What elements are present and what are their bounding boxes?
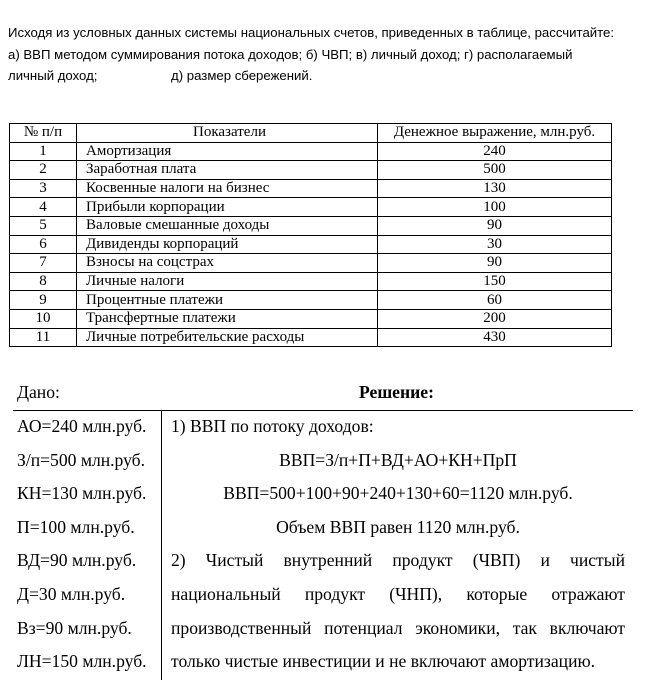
solution-text-line: только чистые инвестиции и не включают амортизацию. <box>171 651 596 672</box>
solution-row <box>13 613 633 647</box>
given-item: КН=130 млн.руб. <box>17 483 147 504</box>
cell-indicator: Валовые смешанные доходы <box>77 216 378 235</box>
table-row <box>10 198 612 217</box>
task-line-1: Исходя из условных данных системы национальных счетов, приведенных в таблице, рассчитайте: <box>8 25 615 40</box>
table-row <box>10 235 612 254</box>
solution-row <box>13 545 633 579</box>
cell-indicator: Личные налоги <box>77 272 378 291</box>
given-item: Д=30 млн.руб. <box>17 583 126 604</box>
given-item: ЛН=150 млн.руб. <box>17 651 147 672</box>
cell-number: 9 <box>10 291 77 310</box>
task-statement <box>8 22 653 87</box>
cell-number: 3 <box>10 179 77 198</box>
solution-header <box>13 376 633 411</box>
solution-formula: ВВП=З/п+П+ВД+АО+КН+ПрП <box>279 449 517 470</box>
cell-value: 90 <box>378 216 612 235</box>
cell-value: 240 <box>378 142 612 161</box>
cell-value: 60 <box>378 291 612 310</box>
solution-step: 1) ВВП по потоку доходов: <box>171 416 374 436</box>
task-line-3-part-a: личный доход; <box>8 68 98 83</box>
cell-indicator: Взносы на соцстрах <box>77 254 378 273</box>
header-indicator: Показатели <box>77 124 378 143</box>
table-row <box>10 254 612 273</box>
table-header-row <box>10 124 612 143</box>
solution-row <box>13 445 633 479</box>
task-line-3 <box>8 65 653 87</box>
indicators-table <box>9 123 612 347</box>
solution-row <box>13 512 633 546</box>
task-line-2: а) ВВП методом суммирования потока доходов; б) ЧВП; в) личный доход; г) располагаемый <box>8 46 573 62</box>
table-row <box>10 309 612 328</box>
solution-text-line: национальный продукт (ЧНП), которые отражают <box>171 583 625 604</box>
solution-row <box>13 646 633 680</box>
cell-value: 30 <box>378 235 612 254</box>
cell-number: 6 <box>10 235 77 254</box>
given-item: Вз=90 млн.руб. <box>17 617 132 638</box>
cell-number: 10 <box>10 309 77 328</box>
table-row <box>10 179 612 198</box>
solution-row <box>13 579 633 613</box>
cell-indicator: Процентные платежи <box>77 291 378 310</box>
cell-value: 200 <box>378 309 612 328</box>
table-row <box>10 291 612 310</box>
cell-indicator: Амортизация <box>77 142 378 161</box>
given-item: П=100 млн.руб. <box>17 516 135 537</box>
table-row <box>10 161 612 180</box>
table-row <box>10 328 612 347</box>
cell-value: 500 <box>378 161 612 180</box>
cell-number: 2 <box>10 161 77 180</box>
cell-indicator: Косвенные налоги на бизнес <box>77 179 378 198</box>
table-row <box>10 272 612 291</box>
cell-number: 11 <box>10 328 77 347</box>
given-item: ВД=90 млн.руб. <box>17 550 137 571</box>
header-number: № п/п <box>10 124 77 143</box>
solution-text-line: производственный потенциал экономики, так включают <box>171 617 625 638</box>
cell-value: 130 <box>378 179 612 198</box>
cell-indicator: Дивиденды корпораций <box>77 235 378 254</box>
cell-indicator: Трансфертные платежи <box>77 309 378 328</box>
cell-number: 5 <box>10 216 77 235</box>
cell-number: 4 <box>10 198 77 217</box>
cell-indicator: Личные потребительские расходы <box>77 328 378 347</box>
given-item: З/п=500 млн.руб. <box>17 449 146 470</box>
cell-value: 430 <box>378 328 612 347</box>
task-line-3-part-b: д) размер сбережений. <box>171 68 313 83</box>
cell-number: 8 <box>10 272 77 291</box>
given-item: АО=240 млн.руб. <box>17 416 147 436</box>
cell-number: 1 <box>10 142 77 161</box>
cell-value: 90 <box>378 254 612 273</box>
solution-text-line: 2) Чистый внутренний продукт (ЧВП) и чистый <box>171 550 625 571</box>
solution-section <box>13 376 633 680</box>
cell-number: 7 <box>10 254 77 273</box>
solution-row <box>13 411 633 445</box>
table-row <box>10 216 612 235</box>
header-value: Денежное выражение, млн.руб. <box>378 124 612 143</box>
cell-indicator: Прибыли корпорации <box>77 198 378 217</box>
solution-title: Решение: <box>359 382 434 402</box>
given-title: Дано: <box>17 382 60 402</box>
solution-calculation: ВВП=500+100+90+240+130+60=1120 млн.руб. <box>223 483 573 504</box>
table-row <box>10 142 612 161</box>
solution-result: Объем ВВП равен 1120 млн.руб. <box>276 516 520 537</box>
cell-value: 100 <box>378 198 612 217</box>
solution-row <box>13 478 633 512</box>
cell-value: 150 <box>378 272 612 291</box>
cell-indicator: Заработная плата <box>77 161 378 180</box>
